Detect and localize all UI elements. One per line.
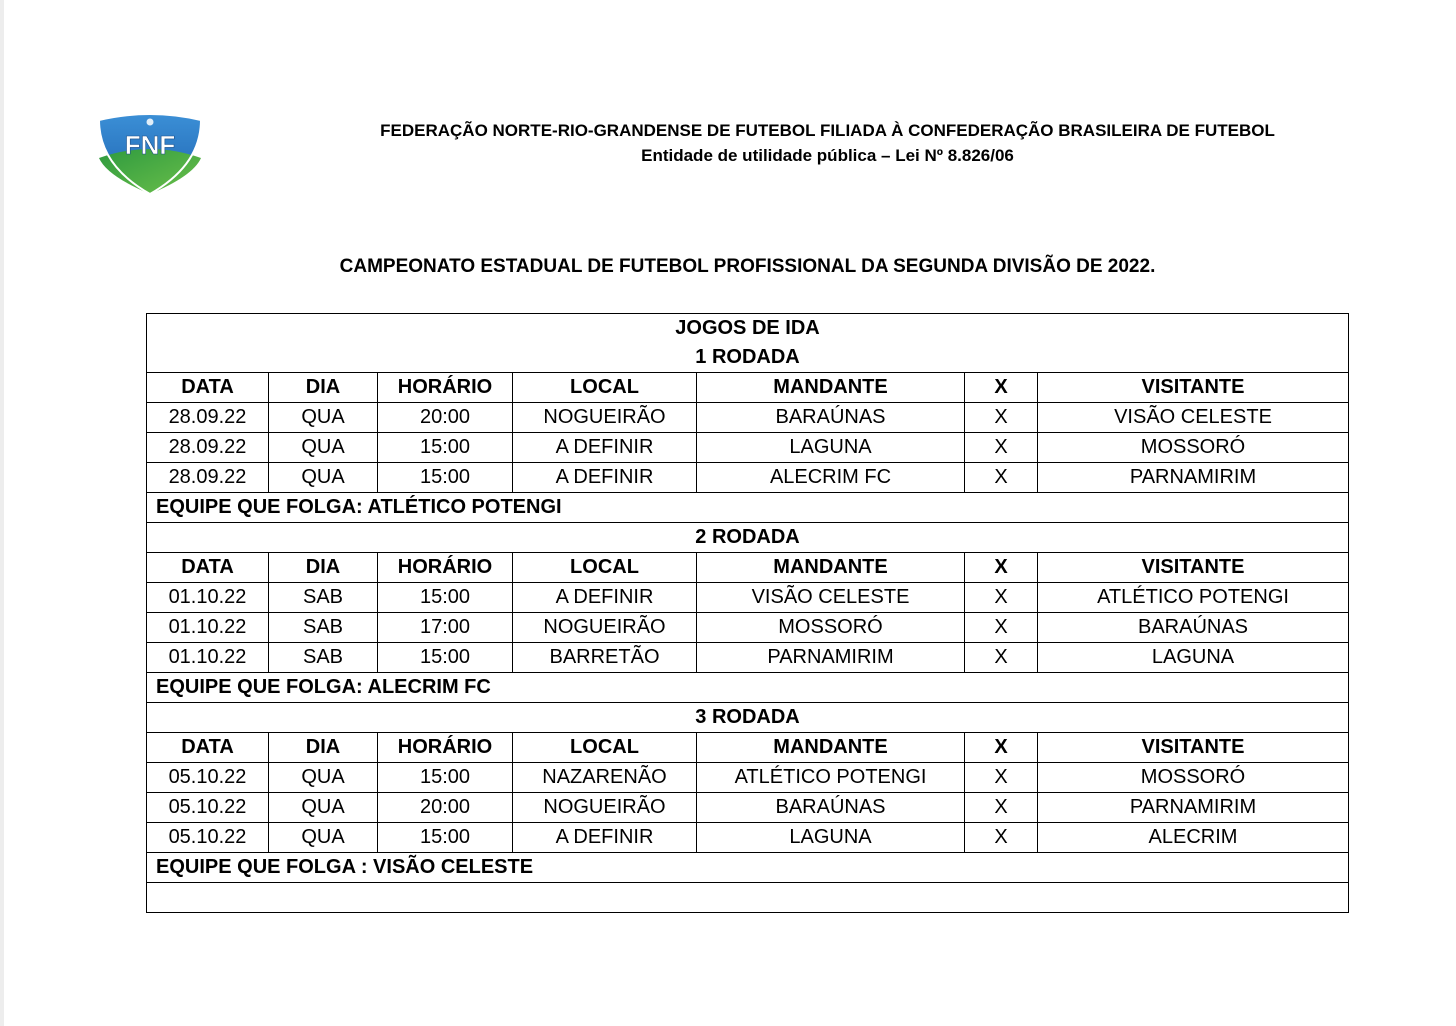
cell-day: QUA	[269, 433, 378, 463]
cell-day: QUA	[269, 793, 378, 823]
cell-versus: X	[965, 463, 1038, 493]
column-header-venue: LOCAL	[513, 733, 697, 763]
round-label-row	[147, 703, 1349, 733]
empty-cell	[147, 883, 1349, 913]
column-header-date: DATA	[147, 733, 269, 763]
cell-home-team: LAGUNA	[697, 433, 965, 463]
cell-versus: X	[965, 793, 1038, 823]
cell-day: QUA	[269, 403, 378, 433]
table-heading: JOGOS DE IDA	[147, 314, 1349, 344]
cell-time: 15:00	[378, 643, 513, 673]
column-header-home-team: MANDANTE	[697, 553, 965, 583]
cell-versus: X	[965, 613, 1038, 643]
column-header-home-team: MANDANTE	[697, 373, 965, 403]
game-row	[147, 463, 1349, 493]
cell-away-team: VISÃO CELESTE	[1038, 403, 1349, 433]
column-header-date: DATA	[147, 373, 269, 403]
game-row	[147, 433, 1349, 463]
column-header-away-team: VISITANTE	[1038, 553, 1349, 583]
bye-team-note: EQUIPE QUE FOLGA: ALECRIM FC	[147, 673, 1349, 703]
cell-versus: X	[965, 433, 1038, 463]
game-row	[147, 613, 1349, 643]
cell-day: QUA	[269, 823, 378, 853]
federation-subtitle: Entidade de utilidade pública – Lei Nº 8.826/06	[641, 146, 1014, 165]
cell-venue: NOGUEIRÃO	[513, 613, 697, 643]
game-row	[147, 823, 1349, 853]
column-header-versus: X	[965, 373, 1038, 403]
cell-home-team: MOSSORÓ	[697, 613, 965, 643]
cell-versus: X	[965, 763, 1038, 793]
cell-date: 28.09.22	[147, 433, 269, 463]
column-header-time: HORÁRIO	[378, 733, 513, 763]
column-header-day: DIA	[269, 733, 378, 763]
cell-time: 15:00	[378, 433, 513, 463]
cell-day: SAB	[269, 583, 378, 613]
cell-time: 15:00	[378, 583, 513, 613]
federation-header	[380, 118, 1275, 168]
cell-date: 01.10.22	[147, 643, 269, 673]
bye-team-note: EQUIPE QUE FOLGA: ATLÉTICO POTENGI	[147, 493, 1349, 523]
cell-day: QUA	[269, 463, 378, 493]
cell-date: 28.09.22	[147, 403, 269, 433]
round-label: 1 RODADA	[147, 343, 1349, 373]
cell-venue: A DEFINIR	[513, 463, 697, 493]
column-header-day: DIA	[269, 553, 378, 583]
cell-day: QUA	[269, 763, 378, 793]
column-header-row	[147, 373, 1349, 403]
column-header-away-team: VISITANTE	[1038, 733, 1349, 763]
cell-venue: A DEFINIR	[513, 583, 697, 613]
cell-day: SAB	[269, 643, 378, 673]
game-row	[147, 403, 1349, 433]
column-header-venue: LOCAL	[513, 373, 697, 403]
bye-row	[147, 493, 1349, 523]
column-header-away-team: VISITANTE	[1038, 373, 1349, 403]
column-header-row	[147, 733, 1349, 763]
cell-venue: NOGUEIRÃO	[513, 403, 697, 433]
cell-away-team: MOSSORÓ	[1038, 763, 1349, 793]
game-row	[147, 763, 1349, 793]
cell-home-team: ALECRIM FC	[697, 463, 965, 493]
empty-row	[147, 883, 1349, 913]
cell-time: 15:00	[378, 463, 513, 493]
bye-row	[147, 853, 1349, 883]
cell-versus: X	[965, 583, 1038, 613]
column-header-row	[147, 553, 1349, 583]
fnf-logo	[97, 110, 203, 196]
cell-versus: X	[965, 643, 1038, 673]
bye-row	[147, 673, 1349, 703]
column-header-day: DIA	[269, 373, 378, 403]
cell-away-team: PARNAMIRIM	[1038, 463, 1349, 493]
svg-text:FNF: FNF	[124, 130, 176, 160]
cell-venue: NOGUEIRÃO	[513, 793, 697, 823]
cell-day: SAB	[269, 613, 378, 643]
cell-date: 05.10.22	[147, 793, 269, 823]
round-label-row	[147, 523, 1349, 553]
cell-venue: A DEFINIR	[513, 433, 697, 463]
cell-date: 01.10.22	[147, 583, 269, 613]
page-edge	[0, 0, 4, 1026]
column-header-versus: X	[965, 553, 1038, 583]
cell-time: 15:00	[378, 763, 513, 793]
federation-name: FEDERAÇÃO NORTE-RIO-GRANDENSE DE FUTEBOL FILIADA À CONFEDERAÇÃO BRASILEIRA DE FUTEBOL	[380, 121, 1275, 140]
cell-home-team: LAGUNA	[697, 823, 965, 853]
column-header-home-team: MANDANTE	[697, 733, 965, 763]
cell-venue: A DEFINIR	[513, 823, 697, 853]
championship-title: CAMPEONATO ESTADUAL DE FUTEBOL PROFISSIONAL DA SEGUNDA DIVISÃO DE 2022.	[339, 256, 1156, 277]
cell-away-team: ATLÉTICO POTENGI	[1038, 583, 1349, 613]
cell-away-team: PARNAMIRIM	[1038, 793, 1349, 823]
cell-home-team: VISÃO CELESTE	[697, 583, 965, 613]
cell-date: 05.10.22	[147, 823, 269, 853]
cell-venue: NAZARENÃO	[513, 763, 697, 793]
column-header-time: HORÁRIO	[378, 553, 513, 583]
cell-away-team: LAGUNA	[1038, 643, 1349, 673]
cell-versus: X	[965, 403, 1038, 433]
cell-home-team: ATLÉTICO POTENGI	[697, 763, 965, 793]
cell-versus: X	[965, 823, 1038, 853]
round-label: 2 RODADA	[147, 523, 1349, 553]
cell-home-team: BARAÚNAS	[697, 403, 965, 433]
cell-away-team: BARAÚNAS	[1038, 613, 1349, 643]
column-header-time: HORÁRIO	[378, 373, 513, 403]
cell-time: 15:00	[378, 823, 513, 853]
cell-time: 20:00	[378, 403, 513, 433]
fixtures-table	[146, 313, 1349, 913]
column-header-date: DATA	[147, 553, 269, 583]
cell-venue: BARRETÃO	[513, 643, 697, 673]
cell-date: 28.09.22	[147, 463, 269, 493]
game-row	[147, 583, 1349, 613]
column-header-versus: X	[965, 733, 1038, 763]
cell-date: 01.10.22	[147, 613, 269, 643]
cell-time: 20:00	[378, 793, 513, 823]
cell-time: 17:00	[378, 613, 513, 643]
game-row	[147, 793, 1349, 823]
cell-date: 05.10.22	[147, 763, 269, 793]
cell-home-team: BARAÚNAS	[697, 793, 965, 823]
column-header-venue: LOCAL	[513, 553, 697, 583]
bye-team-note: EQUIPE QUE FOLGA : VISÃO CELESTE	[147, 853, 1349, 883]
cell-away-team: MOSSORÓ	[1038, 433, 1349, 463]
cell-home-team: PARNAMIRIM	[697, 643, 965, 673]
cell-away-team: ALECRIM	[1038, 823, 1349, 853]
round-label-row	[147, 343, 1349, 373]
round-label: 3 RODADA	[147, 703, 1349, 733]
game-row	[147, 643, 1349, 673]
